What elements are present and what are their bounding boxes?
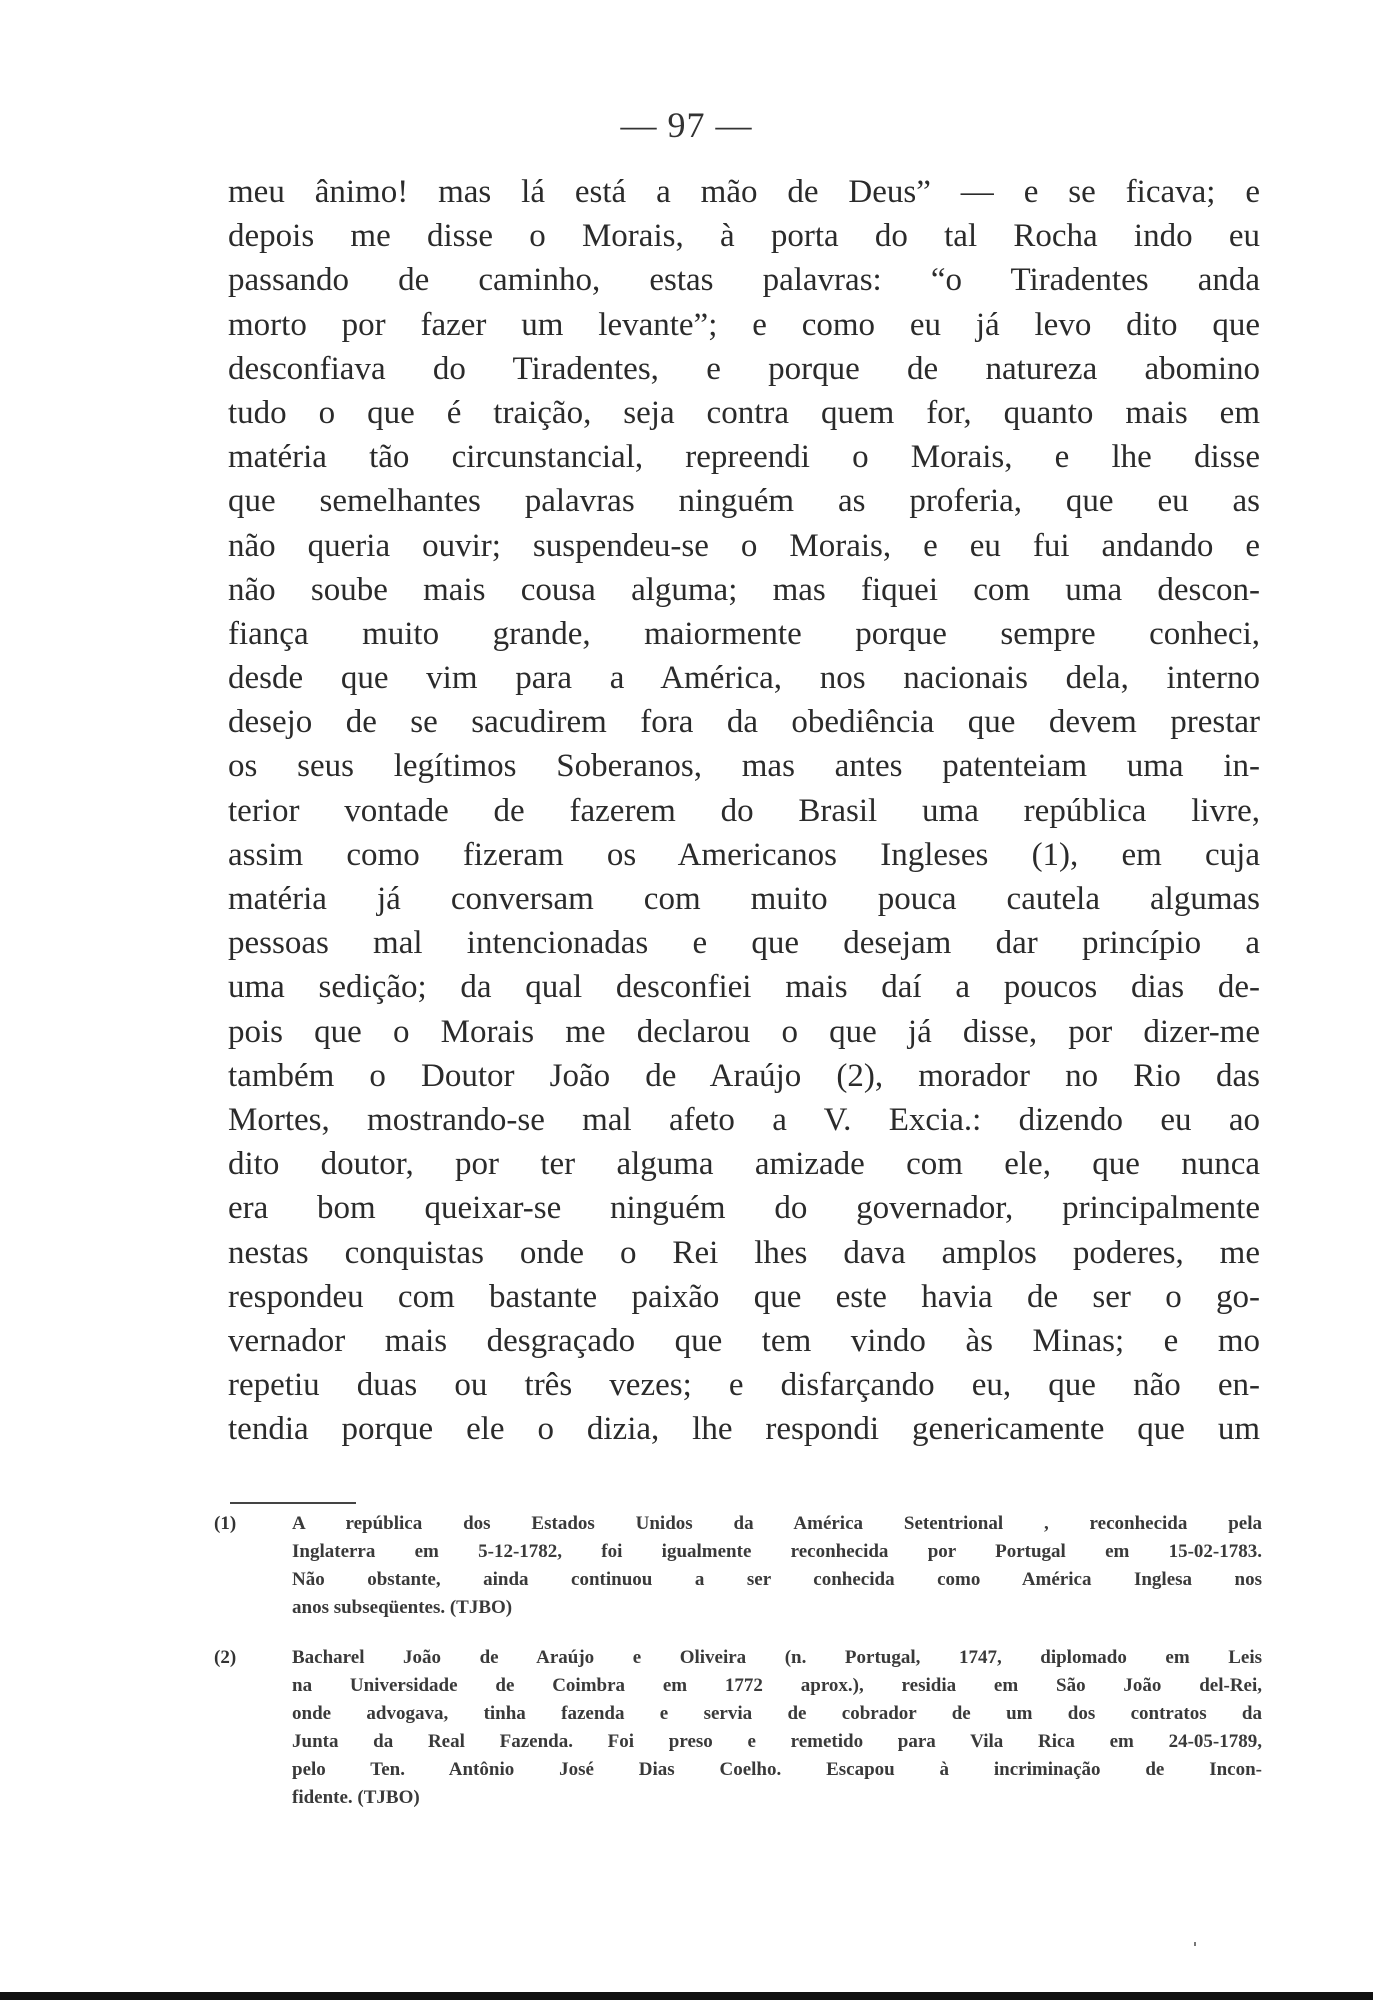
footnotes bbox=[214, 1510, 1262, 1834]
footnote-line: Junta da Real Fazenda. Foi preso e remetido para Vila Rica em 24-05-1789, bbox=[292, 1731, 1262, 1752]
body-line: tudo o que é traição, seja contra quem for, quanto mais em bbox=[228, 394, 1260, 431]
body-line: assim como fizeram os Americanos Ingleses (1), em cuja bbox=[228, 836, 1260, 873]
body-line: vernador mais desgraçado que tem vindo às Minas; e mo bbox=[228, 1322, 1260, 1359]
body-line: repetiu duas ou três vezes; e disfarçando eu, que não en- bbox=[228, 1367, 1260, 1404]
body-line: matéria já conversam com muito pouca cautela algumas bbox=[228, 881, 1260, 917]
body-line: desde que vim para a América, nos nacionais dela, interno bbox=[228, 660, 1260, 697]
body-line: não queria ouvir; suspendeu-se o Morais, e eu fui andando e bbox=[228, 527, 1260, 564]
footnote-line: Não obstante, ainda continuou a ser conhecida como América Inglesa nos bbox=[292, 1569, 1262, 1590]
body-line: respondeu com bastante paixão que este havia de ser o go- bbox=[228, 1278, 1260, 1315]
body-line: passando de caminho, estas palavras: “o Tiradentes anda bbox=[228, 262, 1260, 299]
footnote-line: A república dos Estados Unidos da América Setentrional , reconhecida pela bbox=[292, 1513, 1262, 1534]
footnote-line: anos subseqüentes. (TJBO) bbox=[292, 1597, 513, 1618]
body-line: fiança muito grande, maiormente porque sempre conheci, bbox=[228, 615, 1260, 652]
body-line: terior vontade de fazerem do Brasil uma república livre, bbox=[228, 792, 1260, 829]
body-line: nestas conquistas onde o Rei lhes dava amplos poderes, me bbox=[228, 1234, 1260, 1271]
body-line: pois que o Morais me declarou o que já disse, por dizer-me bbox=[228, 1013, 1260, 1050]
body-line: meu ânimo! mas lá está a mão de Deus” — e se ficava; e bbox=[228, 174, 1260, 210]
body-line: Mortes, mostrando-se mal afeto a V. Excia.: dizendo eu ao bbox=[228, 1101, 1260, 1138]
body-line: dito doutor, por ter alguma amizade com ele, que nunca bbox=[228, 1146, 1260, 1183]
body-line: não soube mais cousa alguma; mas fiquei com uma descon- bbox=[228, 571, 1260, 608]
footnote-line: pelo Ten. Antônio José Dias Coelho. Escapou à incriminação de Incon- bbox=[292, 1759, 1262, 1780]
body-line: os seus legítimos Soberanos, mas antes patenteiam uma in- bbox=[228, 748, 1260, 785]
footnote-marker: (1) bbox=[214, 1513, 237, 1534]
body-line: era bom queixar-se ninguém do governador, principalmente bbox=[228, 1190, 1260, 1227]
scan-speck bbox=[1194, 1942, 1196, 1946]
body-line: pessoas mal intencionadas e que desejam dar princípio a bbox=[228, 925, 1260, 962]
body-text bbox=[228, 170, 1260, 1451]
body-line: tendia porque ele o dizia, lhe respondi genericamente que um bbox=[228, 1411, 1260, 1448]
footnote-line: onde advogava, tinha fazenda e servia de cobrador de um dos contratos da bbox=[292, 1703, 1262, 1724]
body-line: também o Doutor João de Araújo (2), morador no Rio das bbox=[228, 1057, 1260, 1094]
body-line: depois me disse o Morais, à porta do tal Rocha indo eu bbox=[228, 218, 1260, 255]
body-line: desconfiava do Tiradentes, e porque de natureza abomino bbox=[228, 350, 1260, 387]
footnote-line: fidente. (TJBO) bbox=[292, 1787, 420, 1808]
footnote-2 bbox=[214, 1644, 1262, 1812]
footnote-line: na Universidade de Coimbra em 1772 aprox.), residia em São João del-Rei, bbox=[292, 1675, 1262, 1696]
footnote-separator bbox=[230, 1502, 356, 1504]
footnote-1 bbox=[214, 1510, 1262, 1622]
scan-bottom-edge bbox=[0, 1992, 1373, 2000]
body-line: matéria tão circunstancial, repreendi o Morais, e lhe disse bbox=[228, 439, 1260, 476]
footnote-line: Bacharel João de Araújo e Oliveira (n. Portugal, 1747, diplomado em Leis bbox=[292, 1647, 1262, 1668]
body-line: desejo de se sacudirem fora da obediência que devem prestar bbox=[228, 704, 1260, 741]
body-line: uma sedição; da qual desconfiei mais daí a poucos dias de- bbox=[228, 969, 1260, 1006]
page-number: — 97 — bbox=[620, 105, 753, 145]
body-line: morto por fazer um levante”; e como eu já levo dito que bbox=[228, 306, 1260, 343]
body-line: que semelhantes palavras ninguém as proferia, que eu as bbox=[228, 483, 1260, 520]
footnote-line: Inglaterra em 5-12-1782, foi igualmente reconhecida por Portugal em 15-02-1783. bbox=[292, 1541, 1262, 1562]
footnote-marker: (2) bbox=[214, 1647, 237, 1668]
